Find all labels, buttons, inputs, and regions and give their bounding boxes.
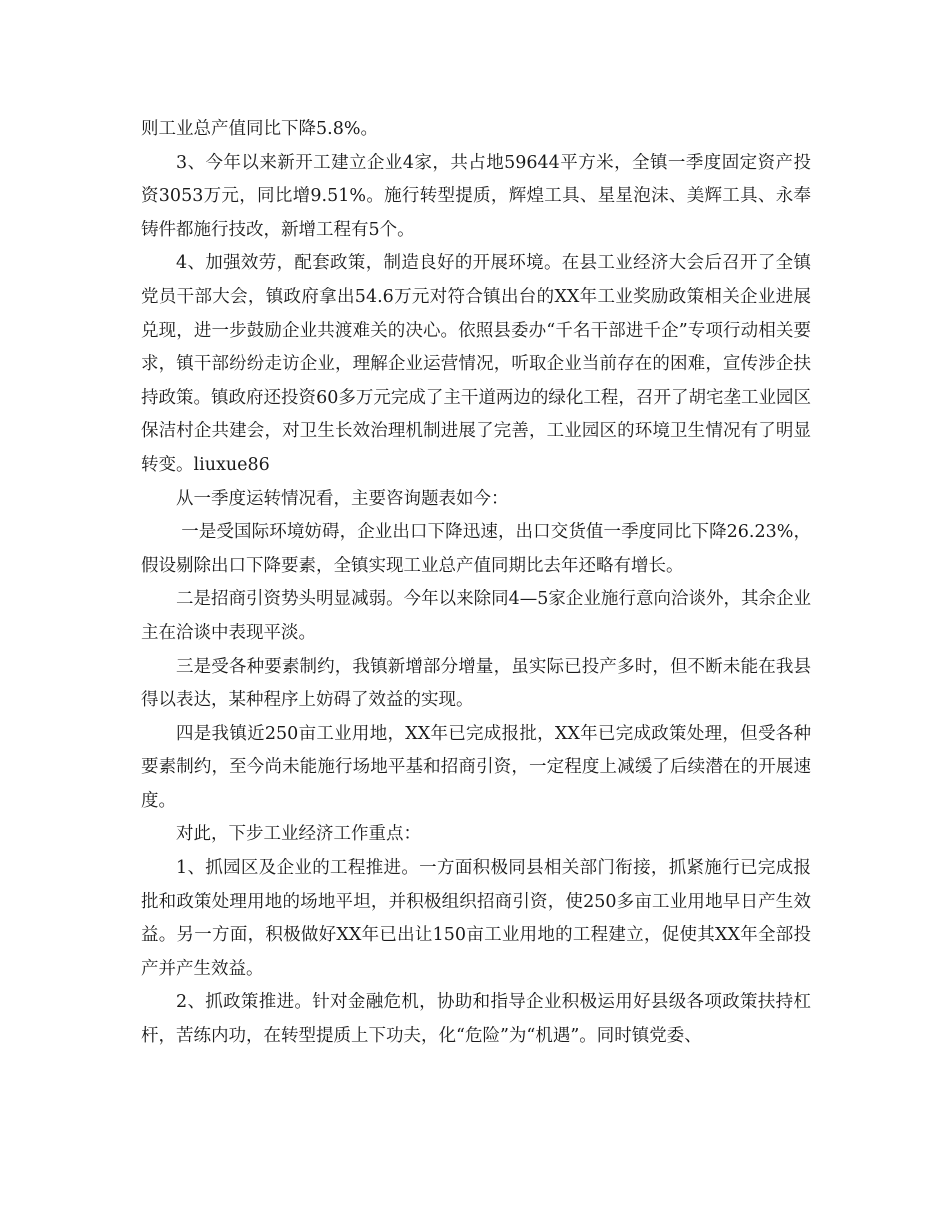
paragraph-problem-1: 一是受国际环境妨碍，企业出口下降迅速，出口交货值一季度同比下降26.23%，假设剔除出口下降要素，全镇实现工业总产值同期比去年还略有增长。 — [141, 522, 811, 576]
paragraph-step-2: 2、抓政策推进。针对金融危机，协助和指导企业积极运用好县级各项政策扶持杠杆，苦练内功，在转型提质上下功夫，化“危险”为“机遇”。同时镇党委、 — [141, 992, 811, 1047]
document-body — [141, 113, 811, 1054]
paragraph-step-1: 1、抓园区及企业的工程推进。一方面积极同县相关部门衔接，抓紧施行已完成报批和政策处理用地的场地平坦，并积极组织招商引资，使250多亩工业用地早日产生效益。另一方面，积极做好XX年已出让150亩工业用地的工程建立，促使其XX年全部投产并产生效益。 — [141, 858, 811, 979]
paragraph-continuation: 则工业总产值同比下降5.8%。 — [141, 119, 378, 139]
paragraph-problem-2: 二是招商引资势头明显减弱。今年以来除同4—5家企业施行意向洽谈外，其余企业主在洽谈中表现平淡。 — [141, 589, 811, 643]
paragraph-problem-3: 三是受各种要素制约，我镇新增部分增量，虽实际已投产多时，但不断未能在我县得以表达，某种程序上妨碍了效益的实现。 — [141, 656, 811, 711]
paragraph-problem-4: 四是我镇近250亩工业用地，XX年已完成报批，XX年已完成政策处理，但受各种要素制约，至今尚未能施行场地平基和招商引资，一定程度上减缓了后续潜在的开展速度。 — [141, 723, 811, 811]
paragraph-next-steps-intro: 对此，下步工业经济工作重点： — [176, 824, 421, 845]
paragraph-item-3: 3、今年以来新开工建立企业4家，共占地59644平方米，全镇一季度固定资产投资3053万元，同比增9.51%。施行转型提质，辉煌工具、星星泡沫、美辉工具、永奉铸件都施行技改，新增工程有5个。 — [141, 152, 811, 240]
paragraph-item-4: 4、加强效劳，配套政策，制造良好的开展环境。在县工业经济大会后召开了全镇党员干部大会，镇政府拿出54.6万元对符合镇出台的XX年工业奖励政策相关企业进展兑现，进一步鼓励企业共渡难关的决心。依照县委办“千名干部进千企”专项行动相关要求，镇干部纷纷走访企业，理解企业运营情况，听取企业当前存在的困难，宣传涉企扶持政策。镇政府还投资60多万元完成了主干道两边的绿化工程，召开了胡宅垄工业园区保洁村企共建会，对卫生长效治理机制进展了完善，工业园区的环境卫生情况有了明显转变。liuxue86 — [141, 253, 811, 475]
paragraph-problems-intro: 从一季度运转情况看，主要咨询题表如今： — [176, 488, 509, 509]
